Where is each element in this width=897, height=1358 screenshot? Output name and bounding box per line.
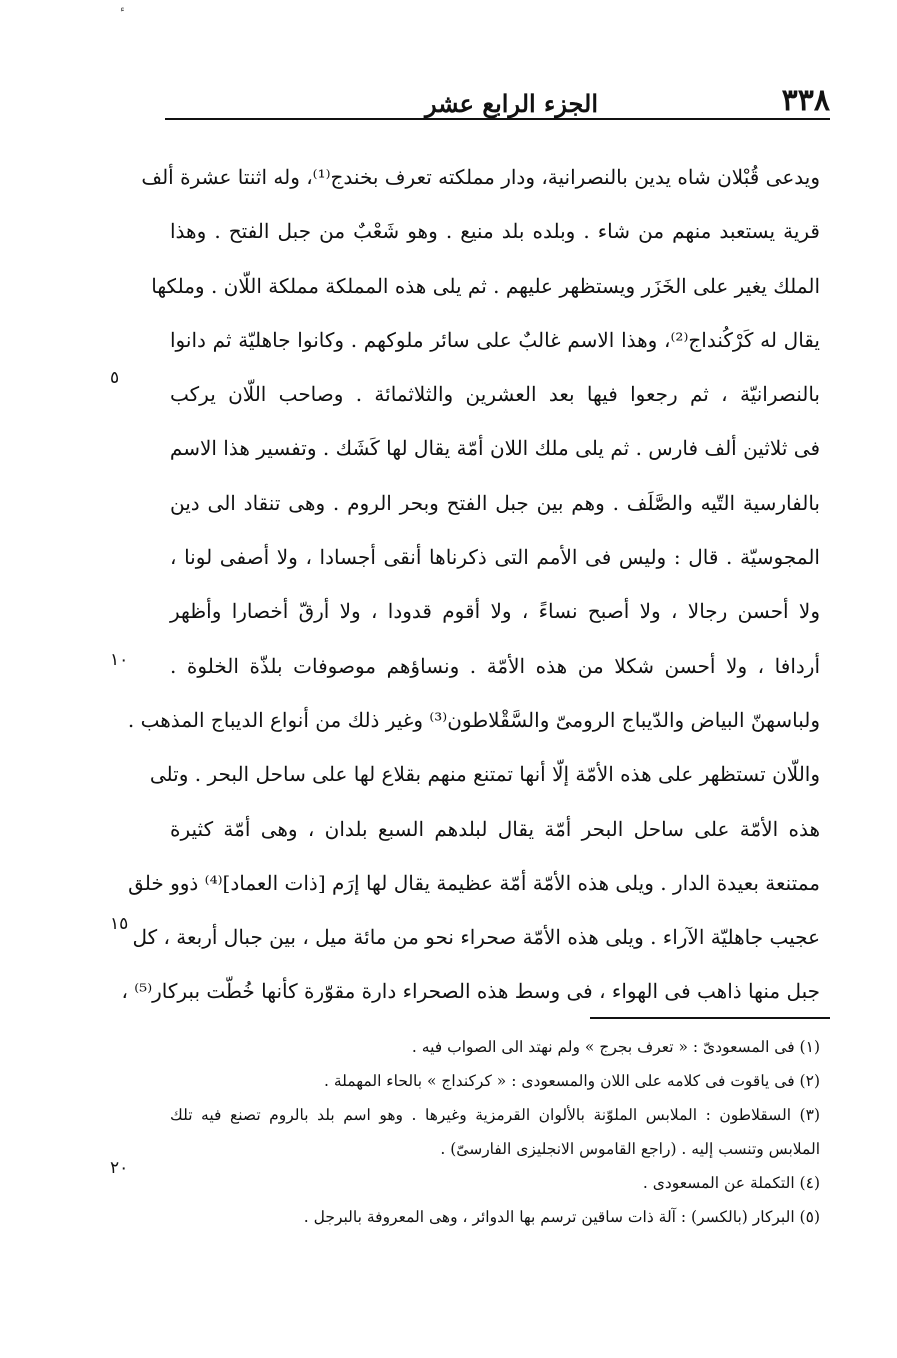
line-number-20: ٢٠ bbox=[110, 1158, 129, 1178]
body-line: هذه الأمّة على ساحل البحر أمّة يقال لبلدهم السبع بلدان ، وهى أمّة كثيرة bbox=[170, 816, 820, 841]
page-header bbox=[165, 72, 830, 118]
body-text bbox=[121, 150, 820, 1019]
body-line: المجوسيّة . قال : وليس فى الأمم التى ذكرناها أنقى أجسادا ، ولا أصفى لونا ، bbox=[170, 545, 820, 570]
line-number-5: ٥ bbox=[110, 368, 120, 388]
footnote-1: (١) فى المسعودىّ : « تعرف بجرج » ولم نهتد الى الصواب فيه . bbox=[411, 1038, 820, 1056]
line-number-15: ١٥ bbox=[110, 914, 129, 934]
footnotes bbox=[170, 1030, 820, 1234]
footnote-2: (٢) فى ياقوت فى كلامه على اللان والمسعودى : « كركنداج » بالحاء المهملة . bbox=[323, 1072, 820, 1090]
body-line: ممتنعة بعيدة الدار . ويلى هذه الأمّة أمّة عظيمة يقال لها إرَم [ذات العماد]⁽⁴⁾ ذوو خلق bbox=[128, 870, 820, 895]
body-line: فى ثلاثين ألف فارس . ثم يلى ملك اللان أمّة يقال لها كَشَك . وتفسير هذا الاسم bbox=[169, 436, 820, 461]
footnote-4: (٤) التكملة عن المسعودى . bbox=[642, 1174, 820, 1192]
body-line: واللّان تستظهر على هذه الأمّة إلّا أنها تمتنع منهم بقلاع لها على ساحل البحر . وتلى bbox=[149, 762, 820, 787]
body-line: ولباسهنّ البياض والدّيباج الرومىّ والسَّقْلاطون⁽³⁾ وغير ذلك من أنواع الديباج المذهب . bbox=[127, 707, 820, 732]
body-line: بالفارسية التّيه والصَّلَف . وهم بين جبل الفتح وبحر الروم . وهى تنقاد الى دين bbox=[170, 490, 820, 515]
line-number-10: ١٠ bbox=[110, 650, 129, 670]
footnote-5: (٥) البركار (بالكسر) : آلة ذات ساقين ترسم بها الدوائر ، وهى المعروفة بالبرجل . bbox=[303, 1208, 820, 1226]
footnote-3: (٣) السقلاطون : الملابس الملوّنة بالألوان القرمزية وغيرها . وهو اسم بلد بالروم تصنع فيه تلك bbox=[170, 1106, 820, 1124]
body-line: قرية يستعبد منهم من شاء . وبلده بلد منيع . وهو شَعْبٌ من جبل الفتح . وهذا bbox=[170, 219, 820, 244]
body-line: جبل منها ذاهب فى الهواء ، فى وسط هذه الصحراء دارة مقوّرة كأنها خُطّت ببركار⁽⁵⁾ ، bbox=[121, 979, 820, 1004]
body-line: الملك يغير على الخَزَر ويستظهر عليهم . ثم يلى هذه المملكة مملكة اللّان . وملكها bbox=[151, 273, 820, 298]
footnote-rule bbox=[590, 1017, 830, 1019]
body-line: يقال له كَرْكُنداج⁽²⁾، وهذا الاسم غالبٌ على سائر ملوكهم . وكانوا جاهليّة ثم دانوا bbox=[170, 327, 820, 352]
body-line: ويدعى قُبْلان شاه يدين بالنصرانية، ودار مملكته تعرف بخندج⁽¹⁾، وله اثنتا عشرة ألف bbox=[141, 165, 820, 189]
body-line: ولا أحسن رجالا ، ولا أصبح نساءً ، ولا أقوم قدودا ، ولا أرقّ أخصارا وأظهر bbox=[170, 599, 820, 624]
page-number: ٣٣٨ bbox=[781, 83, 830, 118]
header-rule bbox=[165, 118, 830, 120]
footnote-3-continued: الملابس وتنسب إليه . (راجع القاموس الانجليزى الفارسىّ) . bbox=[440, 1140, 820, 1158]
running-title: الجزء الرابع عشر bbox=[425, 89, 599, 118]
body-line: بالنصرانيّة ، ثم رجعوا فيها بعد العشرين والثلاثمائة . وصاحب اللّان يركب bbox=[170, 382, 820, 407]
body-line: عجيب جاهليّة الآراء . ويلى هذه الأمّة صحراء نحو من مائة ميل ، بين جبال أربعة ، كل bbox=[132, 925, 820, 950]
body-line: أردافا ، ولا أحسن شكلا من هذه الأمّة . ونساؤهم موصوفات بلذّة الخلوة . bbox=[170, 653, 820, 678]
